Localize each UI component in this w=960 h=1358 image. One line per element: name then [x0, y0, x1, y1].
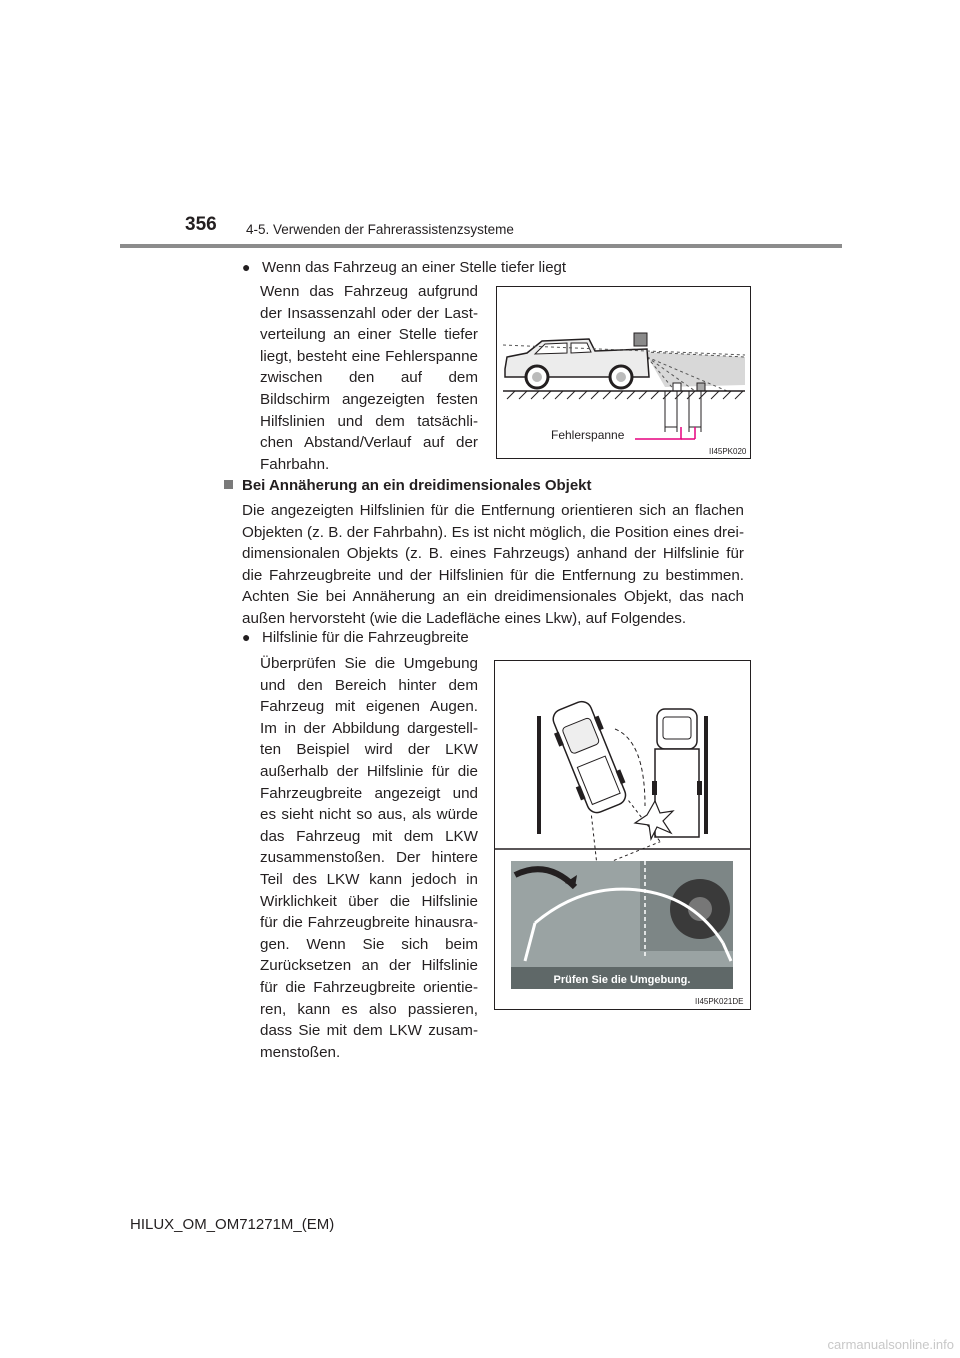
- bullet-text: Hilfslinie für die Fahrzeugbreite: [262, 629, 469, 646]
- error-margin-pointer: [635, 427, 681, 439]
- heading-text: Bei Annäherung an ein dreidimensionales Objekt: [242, 477, 592, 494]
- header-divider: [120, 244, 842, 248]
- footer-doc-id: HILUX_OM_OM71271M_(EM): [130, 1216, 335, 1233]
- error-margin-label: Fehlerspanne: [551, 428, 625, 442]
- bullet-text: Wenn das Fahrzeug an einer Stelle tiefer liegt: [262, 259, 567, 276]
- figure-code: II45PK021DE: [695, 997, 744, 1006]
- figure-code: II45PK020: [709, 447, 747, 456]
- vehicle-sag-illustration: [497, 287, 750, 458]
- watermark: carmanualsonline.info: [827, 1337, 954, 1352]
- bullet-icon: ●: [242, 629, 251, 645]
- reversing-car-icon: [537, 693, 660, 867]
- bullet-icon: ●: [242, 259, 251, 275]
- bullet-item-width-line: [242, 626, 469, 649]
- screen-message: Prüfen Sie die Umgebung.: [553, 974, 691, 986]
- camera-view-cone: [645, 352, 745, 387]
- cargo-load-icon: [634, 333, 647, 346]
- figure-truck-parking: [494, 660, 751, 1010]
- parking-line-right: [704, 716, 708, 834]
- paragraph-3d-object: Die angezeigten Hilfslinien für die Entfernung orientieren sich an flachen Objekten (z. B. der Fahrbahn). Es ist nicht möglich, die Position eines dreidimensionalen Objekts (z. B. eines Fahrzeugs) anhand der Hilfslinie für die Fahrzeugbreite und der Hilfslinien für die Entfernung zu bestimmen. Achten Sie bei Annäherung an ein dreidimensionales Objekt, das nach außen hervorsteht (wie die Ladefläche eines Lkw), auf Folgendes.: [242, 502, 744, 627]
- section-title: 4-5. Verwenden der Fahrerassistenzsysteme: [246, 222, 514, 237]
- paragraph-error-margin: Wenn das Fahrzeug aufgrund der Insassenzahl oder der Lastverteilung an einer Stelle tiefer liegt, besteht eine Fehlerspanne zwischen den auf dem Bildschirm angezeigten festen Hilfslinien und dem tatsächlichen Abstand/Verlauf auf der Fahrbahn.: [260, 283, 478, 473]
- parking-line-left: [537, 716, 541, 834]
- section-heading: [224, 477, 592, 494]
- paragraph-check-surroundings: Überprüfen Sie die Umgebung und den Bereich hinter dem Fahrzeug mit eigenen Augen. Im in der Abbildung dargestellten Beispiel wird der LKW außerhalb der Hilfslinie für die Fahrzeugbreite angezeigt und es sieht nicht so aus, als würde das Fahrzeug mit dem LKW zusammenstoßen. Der hintere Teil des LKW kann jedoch in Wirklichkeit über die Hilfslinie für die Fahrzeugbreite hinausragen. Wenn Sie sich beim Zurücksetzen an der Hilfslinie für die Fahrzeugbreite orientieren, kann es also passieren, dass Sie mit dem LKW zusammenstoßen.: [260, 655, 478, 1061]
- page-number: 356: [185, 214, 217, 235]
- square-bullet-icon: [224, 480, 233, 489]
- bullet-item-lower-position: [242, 256, 566, 279]
- figure-vehicle-sag: [496, 286, 751, 459]
- ground-hatching: [507, 391, 743, 399]
- parking-illustration: [495, 661, 750, 1009]
